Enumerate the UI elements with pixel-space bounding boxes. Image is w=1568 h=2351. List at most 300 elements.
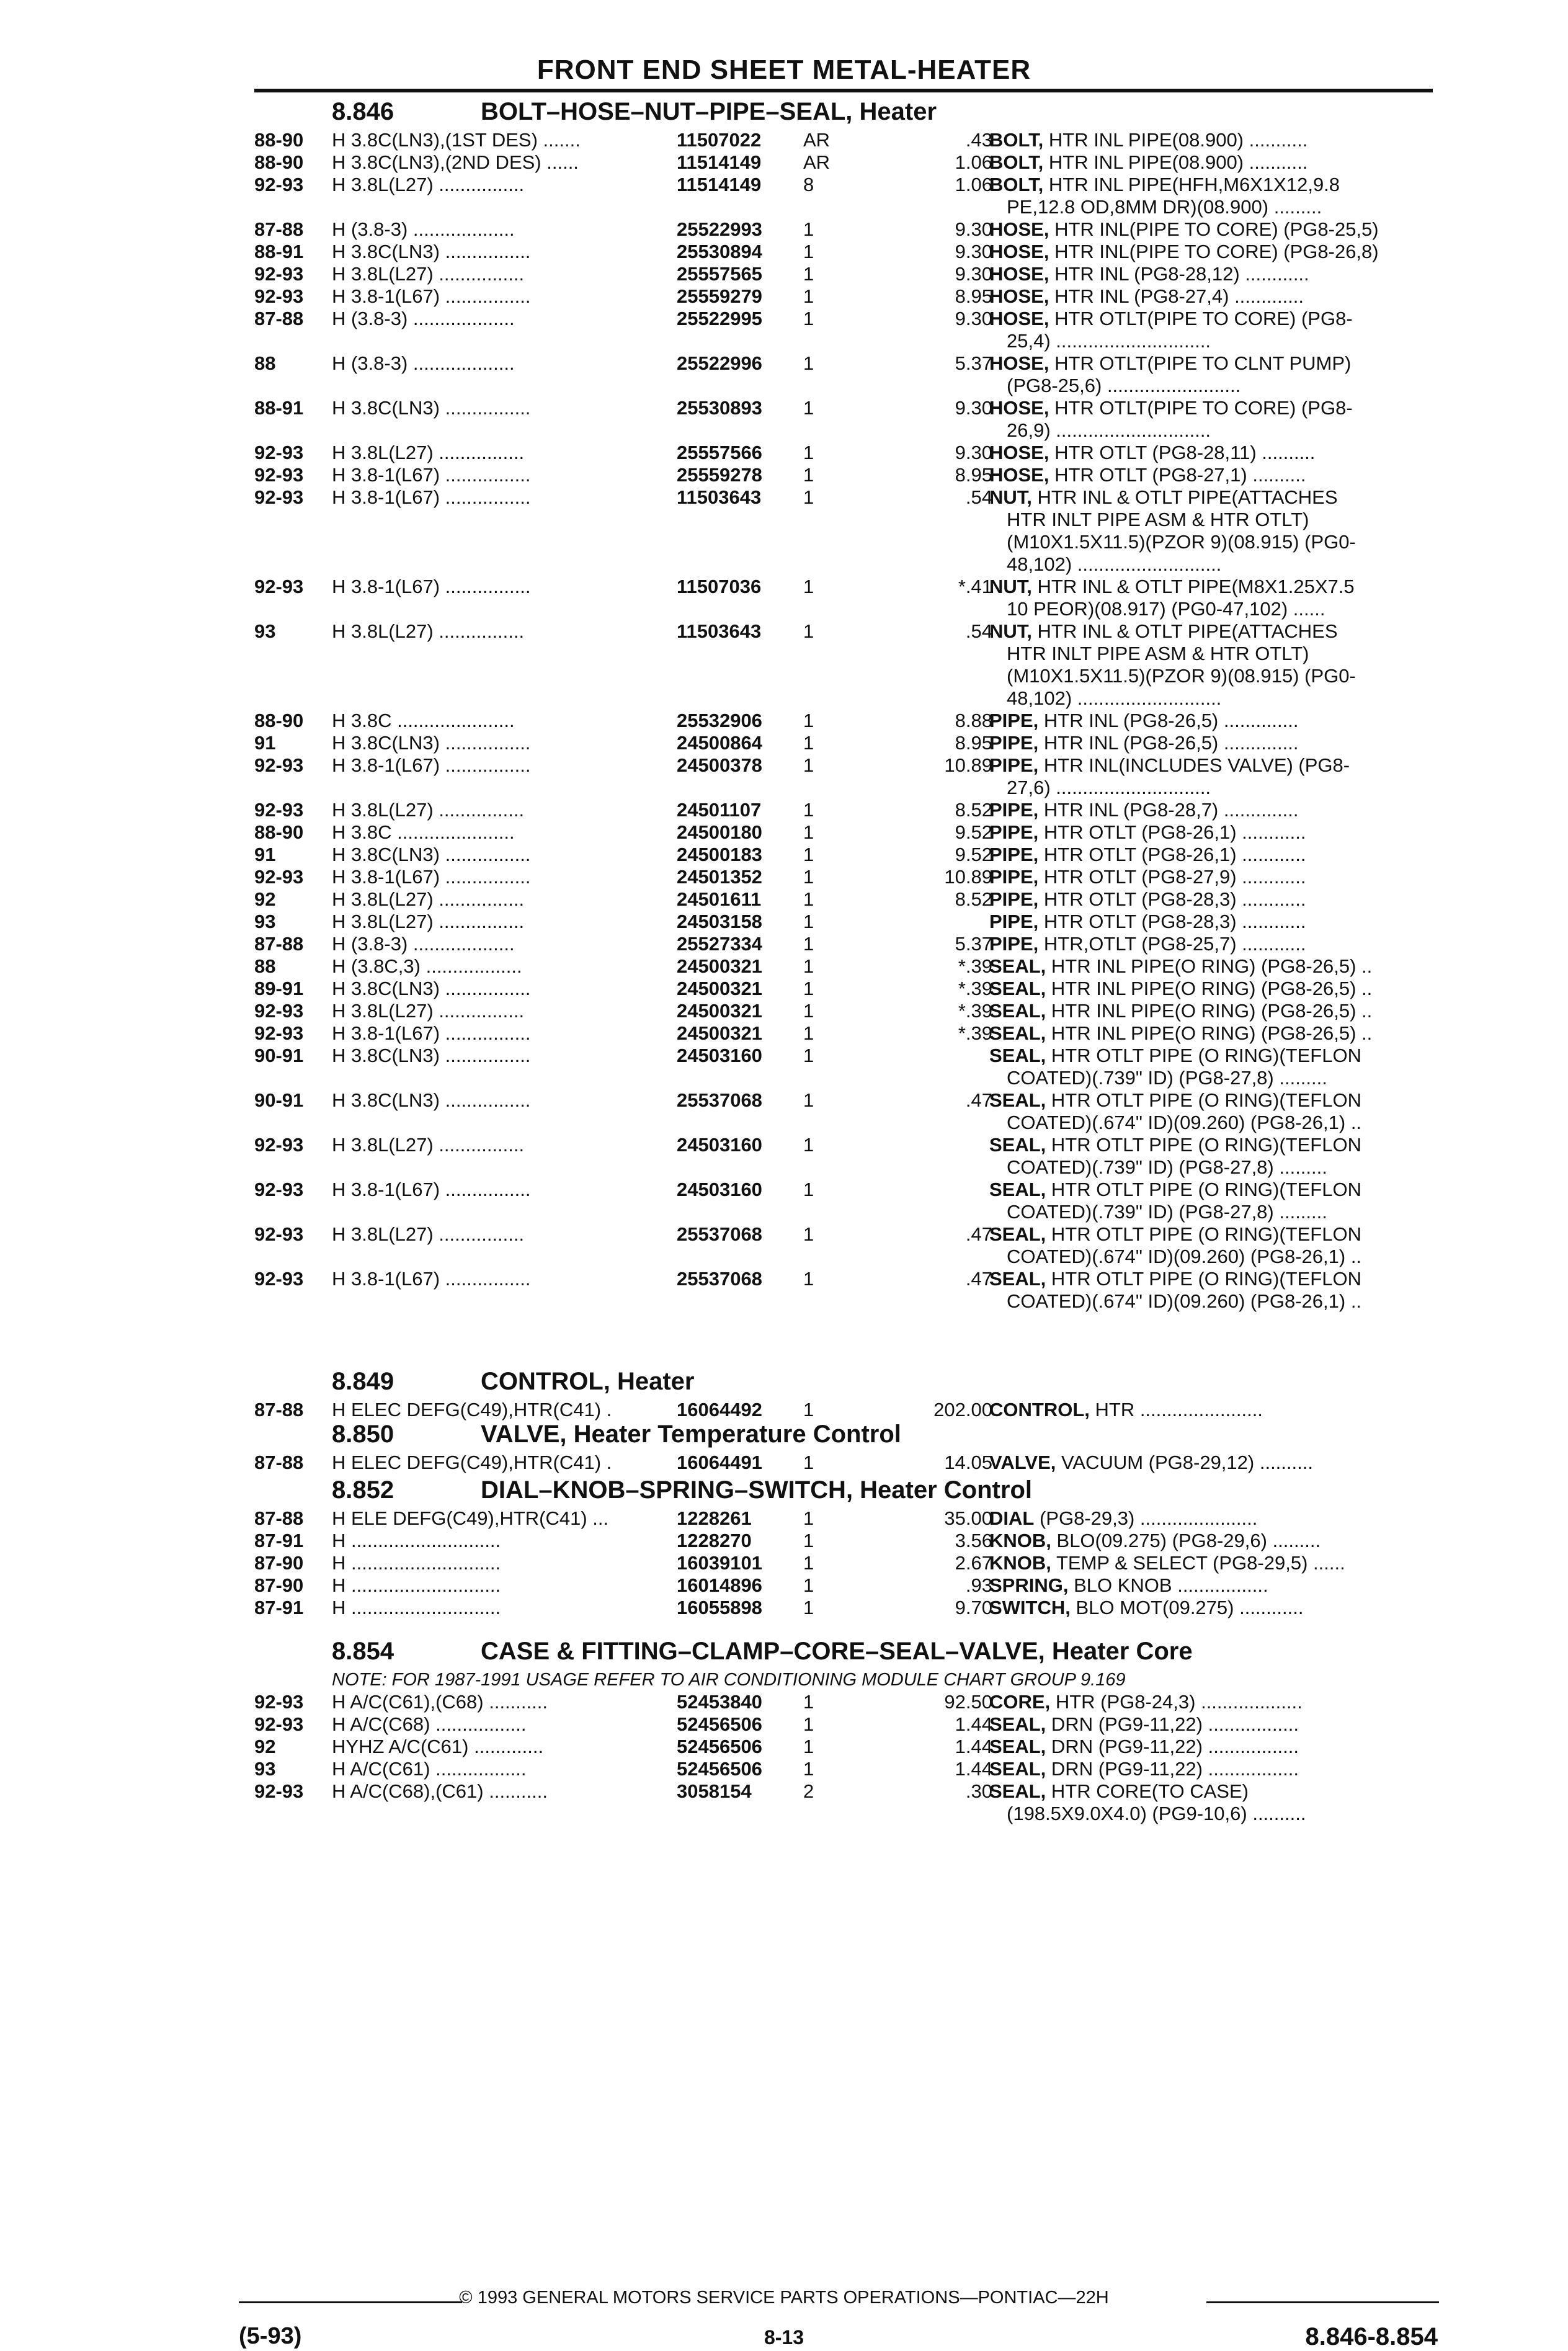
description-line bbox=[989, 1530, 1423, 1552]
section-number: 8.849 bbox=[332, 1368, 394, 1395]
parts-row bbox=[254, 1022, 1433, 1045]
price: 8.95 bbox=[955, 464, 992, 486]
quantity: 1 bbox=[803, 285, 814, 307]
description bbox=[989, 576, 1423, 620]
description bbox=[989, 1089, 1423, 1134]
model-years: 90-91 bbox=[254, 1089, 304, 1111]
application: H 3.8L(L27) ................ bbox=[332, 799, 525, 821]
description-text: DRN (PG9-11,22) ................. bbox=[1051, 1713, 1299, 1735]
quantity: 1 bbox=[803, 888, 814, 910]
parts-row bbox=[254, 1179, 1433, 1223]
price: .47 bbox=[965, 1223, 992, 1245]
description-keyword: SEAL, bbox=[989, 1089, 1046, 1111]
model-years: 92 bbox=[254, 888, 276, 910]
description-text: HTR OTLT (PG8-28,3) ............ bbox=[1043, 888, 1306, 910]
description-keyword: HOSE, bbox=[989, 352, 1049, 374]
description-line bbox=[989, 732, 1423, 754]
description-text: BLO KNOB ................. bbox=[1074, 1574, 1268, 1596]
description-line bbox=[989, 1507, 1423, 1530]
description-text: HTR OTLT PIPE (O RING)(TEFLON bbox=[1051, 1134, 1361, 1156]
description-keyword: NUT, bbox=[989, 486, 1032, 508]
quantity: 1 bbox=[803, 241, 814, 262]
section-name: BOLT–HOSE–NUT–PIPE–SEAL, Heater bbox=[481, 98, 937, 125]
description-line bbox=[989, 553, 1423, 576]
model-years: 87-90 bbox=[254, 1552, 304, 1574]
parts-row bbox=[254, 799, 1433, 821]
quantity: 1 bbox=[803, 933, 814, 955]
model-years: 92-93 bbox=[254, 1022, 304, 1044]
description-text: HTR,OTLT (PG8-25,7) ............ bbox=[1043, 933, 1306, 955]
description-line bbox=[989, 710, 1423, 732]
section-number: 8.852 bbox=[332, 1476, 394, 1504]
model-years: 87-88 bbox=[254, 933, 304, 955]
part-number: 25537068 bbox=[673, 1089, 762, 1112]
description-keyword: HOSE, bbox=[989, 218, 1049, 240]
part-number: 25530894 bbox=[673, 241, 762, 263]
model-years: 92-93 bbox=[254, 754, 304, 776]
price: 9.30 bbox=[955, 263, 992, 285]
application: H 3.8-1(L67) ................ bbox=[332, 754, 531, 776]
description-line bbox=[989, 509, 1423, 531]
description bbox=[989, 955, 1423, 978]
section-8-854 bbox=[254, 1638, 1433, 1825]
description-line bbox=[989, 151, 1423, 174]
description-text: (198.5X9.0X4.0) (PG9-10,6) .......... bbox=[1007, 1803, 1306, 1824]
parts-row bbox=[254, 397, 1433, 442]
quantity: 1 bbox=[803, 1552, 814, 1574]
application: H 3.8L(L27) ................ bbox=[332, 620, 525, 642]
description-line bbox=[989, 129, 1423, 151]
quantity: 8 bbox=[803, 174, 814, 195]
parts-row bbox=[254, 754, 1433, 799]
application: H (3.8-3) ................... bbox=[332, 352, 515, 374]
description bbox=[989, 1552, 1423, 1574]
description-keyword: HOSE, bbox=[989, 397, 1049, 419]
model-years: 92-93 bbox=[254, 464, 304, 486]
application: H 3.8-1(L67) ................ bbox=[332, 576, 531, 597]
description-text: 48,102) ........................... bbox=[1007, 553, 1222, 575]
part-number: 24500180 bbox=[673, 821, 762, 844]
description bbox=[989, 620, 1423, 710]
description-text: TEMP & SELECT (PG8-29,5) ...... bbox=[1056, 1552, 1345, 1574]
description-keyword: HOSE, bbox=[989, 442, 1049, 463]
parts-row bbox=[254, 442, 1433, 464]
description-text: HTR INL(PIPE TO CORE) (PG8-26,8) bbox=[1054, 241, 1379, 262]
quantity: 1 bbox=[803, 1758, 814, 1780]
quantity: 1 bbox=[803, 263, 814, 285]
description-keyword: SEAL, bbox=[989, 1179, 1046, 1200]
description-keyword: PIPE, bbox=[989, 933, 1039, 955]
description-line bbox=[989, 576, 1423, 598]
parts-row bbox=[254, 1089, 1433, 1134]
description bbox=[989, 308, 1423, 352]
model-years: 88-90 bbox=[254, 129, 304, 151]
description-text: (M10X1.5X11.5)(PZOR 9)(08.915) (PG0- bbox=[1007, 665, 1356, 687]
part-number: 16039101 bbox=[673, 1552, 762, 1574]
description-text: COATED)(.739" ID) (PG8-27,8) ......... bbox=[1007, 1201, 1327, 1223]
quantity: 1 bbox=[803, 308, 814, 329]
price: 8.95 bbox=[955, 732, 992, 754]
model-years: 88-90 bbox=[254, 710, 304, 731]
part-number: 11507036 bbox=[673, 576, 761, 598]
model-years: 92-93 bbox=[254, 174, 304, 195]
quantity: 1 bbox=[803, 1223, 814, 1245]
part-number: 24501611 bbox=[673, 888, 761, 911]
quantity: 1 bbox=[803, 1089, 814, 1111]
description bbox=[989, 352, 1423, 397]
section-header bbox=[254, 98, 1433, 129]
price: 9.52 bbox=[955, 821, 992, 843]
description-text: HTR INL PIPE(O RING) (PG8-26,5) .. bbox=[1051, 1022, 1373, 1044]
price: *.39 bbox=[958, 955, 992, 977]
parts-row bbox=[254, 933, 1433, 955]
description bbox=[989, 732, 1423, 754]
application: H 3.8C(LN3) ................ bbox=[332, 732, 531, 754]
application: H 3.8-1(L67) ................ bbox=[332, 1022, 531, 1044]
parts-row bbox=[254, 486, 1433, 576]
description-line bbox=[989, 1045, 1423, 1067]
parts-row bbox=[254, 241, 1433, 263]
model-years: 92 bbox=[254, 1736, 276, 1757]
description-text: HTR INL & OTLT PIPE(ATTACHES bbox=[1037, 620, 1338, 642]
description-line bbox=[989, 330, 1423, 352]
application: H 3.8-1(L67) ................ bbox=[332, 866, 531, 888]
description-text: (PG8-29,3) ...................... bbox=[1039, 1507, 1258, 1529]
quantity: 1 bbox=[803, 576, 814, 597]
parts-row bbox=[254, 1780, 1433, 1825]
description-keyword: PIPE, bbox=[989, 732, 1039, 754]
description-text: HTR ....................... bbox=[1095, 1399, 1263, 1421]
description-line bbox=[989, 1246, 1423, 1268]
description bbox=[989, 263, 1423, 285]
quantity: 1 bbox=[803, 1597, 814, 1618]
description-line bbox=[989, 1736, 1423, 1758]
parts-row bbox=[254, 955, 1433, 978]
parts-row bbox=[254, 978, 1433, 1000]
description-keyword: CORE, bbox=[989, 1691, 1051, 1713]
description bbox=[989, 1507, 1423, 1530]
parts-row bbox=[254, 1507, 1433, 1530]
description-line bbox=[989, 821, 1423, 844]
application: H 3.8L(L27) ................ bbox=[332, 888, 525, 910]
part-number: 24500183 bbox=[673, 844, 762, 866]
application: H 3.8C(LN3) ................ bbox=[332, 1045, 531, 1066]
part-number: 24503160 bbox=[673, 1179, 762, 1201]
section-name: DIAL–KNOB–SPRING–SWITCH, Heater Control bbox=[481, 1476, 1032, 1504]
parts-row bbox=[254, 866, 1433, 888]
description bbox=[989, 844, 1423, 866]
description-line bbox=[989, 933, 1423, 955]
application: H 3.8L(L27) ................ bbox=[332, 911, 525, 932]
description-keyword: BOLT, bbox=[989, 174, 1044, 195]
description-line bbox=[989, 955, 1423, 978]
quantity: 2 bbox=[803, 1780, 814, 1802]
description-keyword: HOSE, bbox=[989, 241, 1049, 262]
application: H A/C(C68),(C61) ........... bbox=[332, 1780, 548, 1802]
description-text: HTR INL PIPE(HFH,M6X1X12,9.8 bbox=[1048, 174, 1340, 195]
description-text: HTR INL PIPE(O RING) (PG8-26,5) .. bbox=[1051, 978, 1373, 999]
description bbox=[989, 1134, 1423, 1179]
part-number: 24501107 bbox=[673, 799, 761, 821]
description-keyword: PIPE, bbox=[989, 754, 1039, 776]
parts-row bbox=[254, 1000, 1433, 1022]
application: H 3.8C(LN3) ................ bbox=[332, 1089, 531, 1111]
quantity: 1 bbox=[803, 1045, 814, 1066]
description-line bbox=[989, 1022, 1423, 1045]
model-years: 92-93 bbox=[254, 1134, 304, 1156]
application: H 3.8L(L27) ................ bbox=[332, 174, 525, 195]
part-number: 11503643 bbox=[673, 486, 761, 509]
quantity: 1 bbox=[803, 1000, 814, 1022]
description-text: HTR OTLT PIPE (O RING)(TEFLON bbox=[1051, 1223, 1361, 1245]
description-keyword: SWITCH, bbox=[989, 1597, 1071, 1618]
quantity: 1 bbox=[803, 1022, 814, 1044]
quantity: 1 bbox=[803, 1179, 814, 1200]
application: H 3.8L(L27) ................ bbox=[332, 442, 525, 463]
description-text: BLO MOT(09.275) ............ bbox=[1076, 1597, 1304, 1618]
description-line bbox=[989, 911, 1423, 933]
model-years: 92-93 bbox=[254, 1780, 304, 1802]
description-text: HTR OTLT (PG8-28,11) .......... bbox=[1054, 442, 1316, 463]
parts-row bbox=[254, 263, 1433, 285]
model-years: 92-93 bbox=[254, 1000, 304, 1022]
part-number: 52453840 bbox=[673, 1691, 762, 1713]
model-years: 87-88 bbox=[254, 308, 304, 329]
description bbox=[989, 710, 1423, 732]
application: H 3.8-1(L67) ................ bbox=[332, 1268, 531, 1290]
footer-copyright: © 1993 GENERAL MOTORS SERVICE PARTS OPERATIONS—PONTIAC—22H bbox=[459, 2288, 1109, 2308]
description-keyword: PIPE, bbox=[989, 799, 1039, 821]
description-keyword: HOSE, bbox=[989, 308, 1049, 329]
description-line bbox=[989, 1780, 1423, 1803]
description-text: HTR CORE(TO CASE) bbox=[1051, 1780, 1249, 1802]
part-number: 25537068 bbox=[673, 1223, 762, 1246]
description-keyword: KNOB, bbox=[989, 1552, 1051, 1574]
model-years: 92-93 bbox=[254, 1713, 304, 1735]
description bbox=[989, 285, 1423, 308]
application: H 3.8C ...................... bbox=[332, 821, 515, 843]
section-name: CONTROL, Heater bbox=[481, 1368, 695, 1395]
quantity: 1 bbox=[803, 397, 814, 419]
parts-row bbox=[254, 1597, 1433, 1619]
quantity: 1 bbox=[803, 754, 814, 776]
model-years: 91 bbox=[254, 732, 276, 754]
part-number: 1228261 bbox=[673, 1507, 752, 1530]
part-number: 24500321 bbox=[673, 955, 762, 978]
description-text: HTR INL (PG8-27,4) ............. bbox=[1054, 285, 1304, 307]
part-number: 16064492 bbox=[673, 1399, 762, 1421]
quantity: 1 bbox=[803, 911, 814, 932]
description-line bbox=[989, 241, 1423, 263]
description-text: PE,12.8 OD,8MM DR)(08.900) ......... bbox=[1007, 196, 1322, 218]
section-name: VALVE, Heater Temperature Control bbox=[481, 1421, 901, 1448]
description-line bbox=[989, 397, 1423, 419]
quantity: 1 bbox=[803, 218, 814, 240]
description-keyword: NUT, bbox=[989, 620, 1032, 642]
parts-row bbox=[254, 1552, 1433, 1574]
parts-row bbox=[254, 1045, 1433, 1089]
quantity: 1 bbox=[803, 1713, 814, 1735]
part-number: 24500321 bbox=[673, 1000, 762, 1022]
description-line bbox=[989, 1201, 1423, 1223]
part-number: 25559278 bbox=[673, 464, 762, 486]
parts-row bbox=[254, 1399, 1433, 1421]
title-rule bbox=[254, 89, 1433, 92]
price: 5.37 bbox=[955, 352, 992, 374]
description-line bbox=[989, 754, 1423, 777]
section-header bbox=[254, 1421, 1433, 1452]
quantity: 1 bbox=[803, 821, 814, 843]
footer-date: (5-93) bbox=[239, 2323, 302, 2349]
description-line bbox=[989, 598, 1423, 620]
description-text: HTR INL PIPE(08.900) ........... bbox=[1048, 129, 1308, 151]
part-number: 25557565 bbox=[673, 263, 762, 285]
description-line bbox=[989, 866, 1423, 888]
part-number: 24503160 bbox=[673, 1045, 762, 1067]
price: .54 bbox=[965, 486, 992, 508]
parts-row bbox=[254, 620, 1433, 710]
description-text: HTR INL PIPE(O RING) (PG8-26,5) .. bbox=[1051, 1000, 1373, 1022]
part-number: 52456506 bbox=[673, 1736, 762, 1758]
description bbox=[989, 1574, 1423, 1597]
description-keyword: SEAL, bbox=[989, 978, 1046, 999]
price: 9.52 bbox=[955, 844, 992, 865]
price: 9.30 bbox=[955, 397, 992, 419]
application: H 3.8L(L27) ................ bbox=[332, 1000, 525, 1022]
description-text: COATED)(.674" ID)(09.260) (PG8-26,1) .. bbox=[1007, 1112, 1362, 1133]
description-keyword: SEAL, bbox=[989, 1758, 1046, 1780]
application: H 3.8C(LN3) ................ bbox=[332, 978, 531, 999]
application: H ............................ bbox=[332, 1552, 501, 1574]
model-years: 93 bbox=[254, 620, 276, 642]
parts-row bbox=[254, 710, 1433, 732]
model-years: 92-93 bbox=[254, 1268, 304, 1290]
description-line bbox=[989, 1000, 1423, 1022]
description-text: HTR INL (PG8-26,5) .............. bbox=[1043, 710, 1299, 731]
application: H (3.8-3) ................... bbox=[332, 218, 515, 240]
description bbox=[989, 1780, 1423, 1825]
description-text: BLO(09.275) (PG8-29,6) ......... bbox=[1056, 1530, 1321, 1551]
description-line bbox=[989, 352, 1423, 375]
section-number: 8.854 bbox=[332, 1638, 394, 1665]
description-line bbox=[989, 531, 1423, 553]
quantity: 1 bbox=[803, 442, 814, 463]
model-years: 92-93 bbox=[254, 442, 304, 463]
description-text: HTR OTLT (PG8-26,1) ............ bbox=[1043, 844, 1306, 865]
description-keyword: SEAL, bbox=[989, 1736, 1046, 1757]
description-keyword: PIPE, bbox=[989, 844, 1039, 865]
description-line bbox=[989, 687, 1423, 710]
section-number: 8.846 bbox=[332, 98, 394, 125]
price: 1.06 bbox=[955, 174, 992, 195]
description-keyword: DIAL bbox=[989, 1507, 1035, 1529]
section-header bbox=[254, 1476, 1433, 1507]
price: .93 bbox=[965, 1574, 992, 1596]
description bbox=[989, 911, 1423, 933]
parts-row bbox=[254, 888, 1433, 911]
price: 9.30 bbox=[955, 442, 992, 463]
part-number: 24500321 bbox=[673, 978, 762, 1000]
description bbox=[989, 1399, 1423, 1421]
part-number: 52456506 bbox=[673, 1713, 762, 1736]
parts-row bbox=[254, 1691, 1433, 1713]
description bbox=[989, 933, 1423, 955]
application: H A/C(C61),(C68) ........... bbox=[332, 1691, 548, 1713]
model-years: 92-93 bbox=[254, 1223, 304, 1245]
description-line bbox=[989, 1758, 1423, 1780]
application: H A/C(C68) ................. bbox=[332, 1713, 527, 1735]
description-keyword: SEAL, bbox=[989, 1780, 1046, 1802]
model-years: 88-90 bbox=[254, 151, 304, 173]
application: H ELEC DEFG(C49),HTR(C41) . bbox=[332, 1399, 612, 1421]
price: 10.89 bbox=[944, 866, 992, 888]
description-line bbox=[989, 486, 1423, 509]
quantity: 1 bbox=[803, 1134, 814, 1156]
part-number: 16055898 bbox=[673, 1597, 762, 1619]
description-text: (M10X1.5X11.5)(PZOR 9)(08.915) (PG0- bbox=[1007, 531, 1356, 553]
parts-row bbox=[254, 308, 1433, 352]
description-line bbox=[989, 196, 1423, 218]
description bbox=[989, 151, 1423, 174]
description bbox=[989, 1691, 1423, 1713]
part-number: 52456506 bbox=[673, 1758, 762, 1780]
model-years: 92-93 bbox=[254, 799, 304, 821]
description-text: HTR OTLT(PIPE TO CORE) (PG8- bbox=[1054, 397, 1353, 419]
parts-row bbox=[254, 151, 1433, 174]
parts-row bbox=[254, 844, 1433, 866]
description bbox=[989, 978, 1423, 1000]
description-text: DRN (PG9-11,22) ................. bbox=[1051, 1758, 1299, 1780]
description-line bbox=[989, 620, 1423, 643]
description-line bbox=[989, 1268, 1423, 1290]
application: H 3.8C(LN3) ................ bbox=[332, 844, 531, 865]
price: 8.88 bbox=[955, 710, 992, 731]
price: 10.89 bbox=[944, 754, 992, 776]
part-number: 24501352 bbox=[673, 866, 762, 888]
description-line bbox=[989, 308, 1423, 330]
description bbox=[989, 174, 1423, 218]
description-text: 25,4) ............................. bbox=[1007, 330, 1211, 352]
description-line bbox=[989, 1067, 1423, 1089]
quantity: 1 bbox=[803, 732, 814, 754]
description-line bbox=[989, 643, 1423, 665]
quantity: 1 bbox=[803, 1507, 814, 1529]
quantity: 1 bbox=[803, 1574, 814, 1596]
price: *.41 bbox=[958, 576, 992, 597]
model-years: 91 bbox=[254, 844, 276, 865]
quantity: 1 bbox=[803, 620, 814, 642]
description-line bbox=[989, 285, 1423, 308]
description-line bbox=[989, 1223, 1423, 1246]
model-years: 87-88 bbox=[254, 1399, 304, 1421]
price: 1.06 bbox=[955, 151, 992, 173]
model-years: 93 bbox=[254, 1758, 276, 1780]
description-text: HTR INL(INCLUDES VALVE) (PG8- bbox=[1043, 754, 1350, 776]
part-number: 16014896 bbox=[673, 1574, 762, 1597]
description bbox=[989, 464, 1423, 486]
part-number: 24503160 bbox=[673, 1134, 762, 1156]
description bbox=[989, 1758, 1423, 1780]
model-years: 87-88 bbox=[254, 218, 304, 240]
price: 3.56 bbox=[955, 1530, 992, 1551]
quantity: 1 bbox=[803, 464, 814, 486]
description bbox=[989, 218, 1423, 241]
application: HYHZ A/C(C61) ............. bbox=[332, 1736, 544, 1757]
description bbox=[989, 799, 1423, 821]
description bbox=[989, 1736, 1423, 1758]
quantity: 1 bbox=[803, 1268, 814, 1290]
quantity: 1 bbox=[803, 1691, 814, 1713]
